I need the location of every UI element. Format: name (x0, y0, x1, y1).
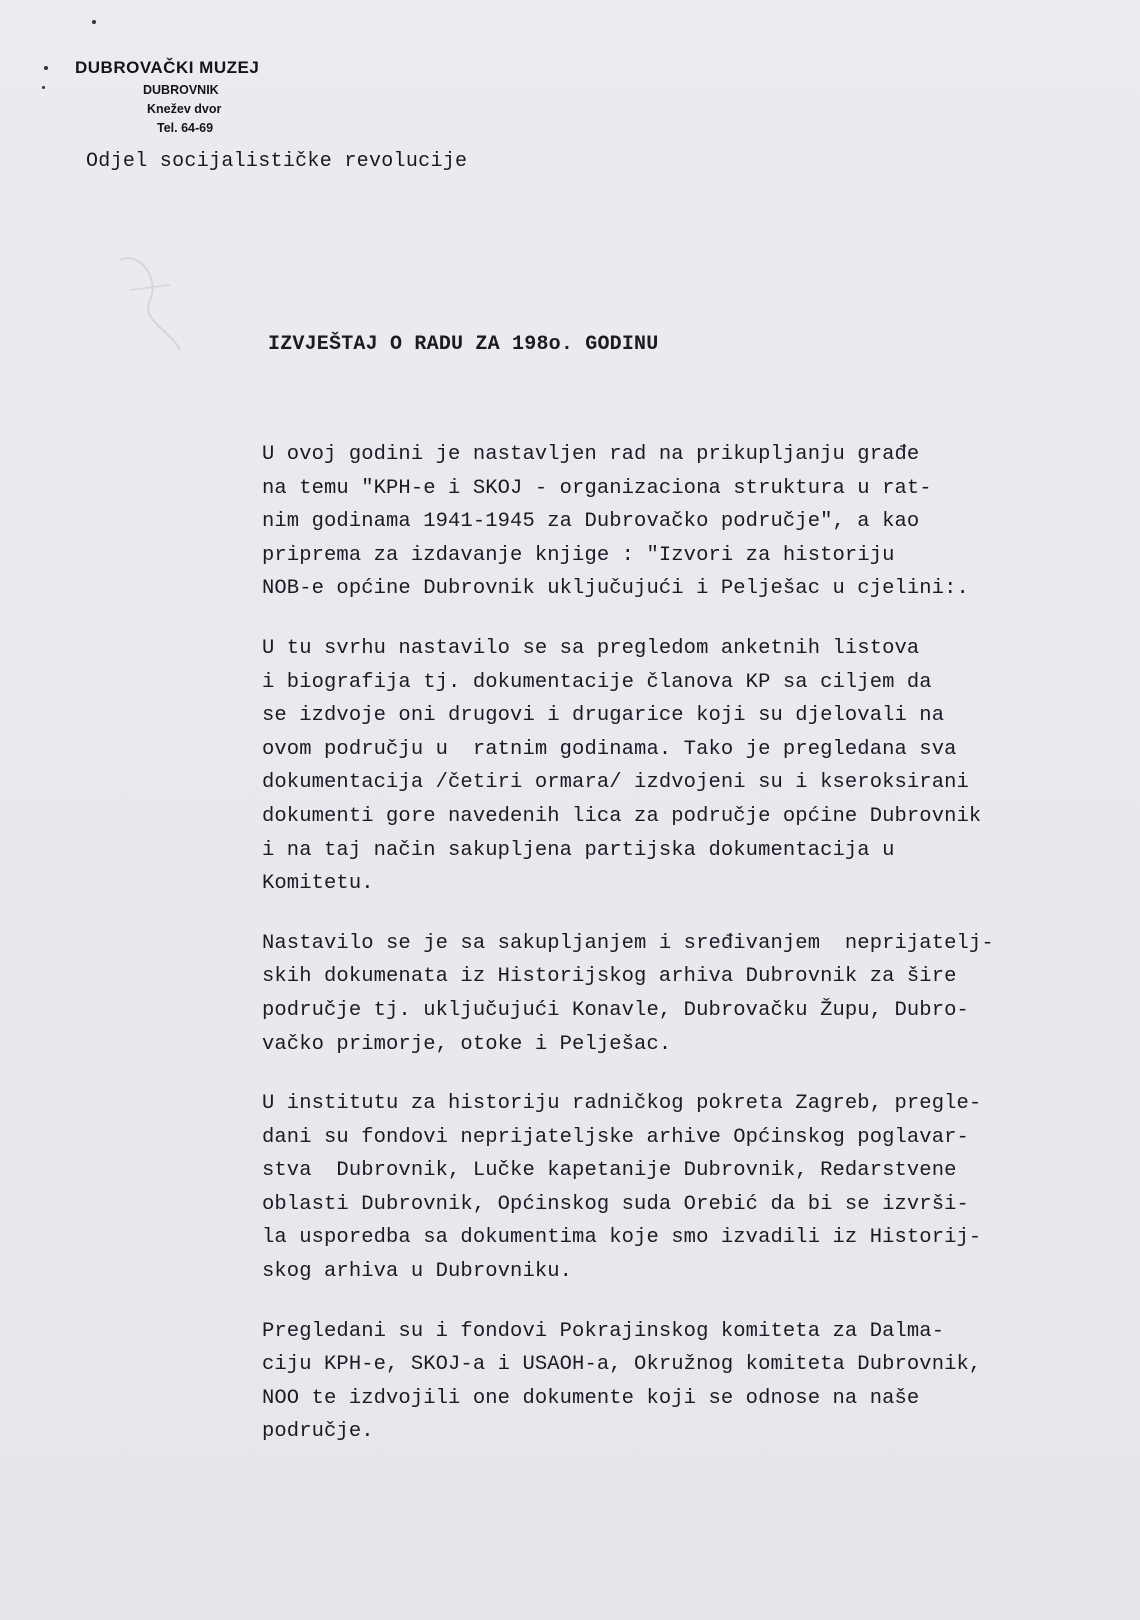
report-title: IZVJEŠTAJ O RADU ZA 198o. GODINU (268, 333, 659, 356)
text-line: i na taj način sakupljena partijska dokumentacija u (262, 838, 895, 862)
text-line: područje. (262, 1420, 374, 1444)
text-line: ovom području u ratnim godinama. Tako je pregledana sva (262, 737, 957, 761)
ink-dot (42, 86, 45, 89)
text-line: U tu svrhu nastavilo se sa pregledom anketnih listova (262, 636, 920, 660)
text-line: U ovoj godini je nastavljen rad na prikupljanju građe (262, 443, 920, 466)
institution-phone: Tel. 64-69 (157, 121, 214, 135)
report-body (262, 438, 1122, 1475)
text-line: i biografija tj. dokumentacije članova KP sa ciljem da (262, 670, 932, 694)
institution-name: DUBROVAČKI MUZEJ (75, 58, 260, 77)
text-line: nim godinama 1941-1945 za Dubrovačko područje", a kao (262, 510, 920, 534)
paragraph (262, 1315, 1122, 1449)
text-line: vačko primorje, otoke i Pelješac. (262, 1032, 672, 1056)
text-line: skih dokumenata iz Historijskog arhiva Dubrovnik za šire (262, 965, 957, 989)
text-line: dani su fondovi neprijateljske arhive Općinskog poglavar- (262, 1125, 969, 1149)
paragraph (262, 1087, 1122, 1289)
text-line: ciju KPH-e, SKOJ-a i USAOH-a, Okružnog komiteta Dubrovnik, (262, 1353, 982, 1377)
department-name: Odjel socijalističke revolucije (86, 150, 468, 173)
text-line: dokumentacija /četiri ormara/ izdvojeni su i kseroksirani (262, 771, 969, 795)
paragraph (262, 438, 1122, 606)
ink-dot (44, 66, 48, 70)
text-line: priprema za izdavanje knjige : "Izvori za historiju (262, 543, 895, 567)
text-line: stva Dubrovnik, Lučke kapetanije Dubrovnik, Redarstvene (262, 1159, 957, 1183)
institution-address: Knežev dvor (147, 102, 222, 116)
text-line: NOB-e općine Dubrovnik uključujući i Pelješac u cjelini:. (262, 577, 969, 601)
institution-city: DUBROVNIK (143, 83, 219, 97)
text-line: skog arhiva u Dubrovniku. (262, 1260, 573, 1284)
faint-stamp-mark (110, 240, 190, 360)
paragraph (262, 927, 1122, 1061)
text-line: Nastavilo se je sa sakupljanjem i sređivanjem neprijatelj- (262, 931, 994, 955)
text-line: Pregledani su i fondovi Pokrajinskog komiteta za Dalma- (262, 1319, 945, 1343)
text-line: na temu "KPH-e i SKOJ - organizaciona struktura u rat- (262, 476, 932, 500)
paragraph (262, 632, 1122, 901)
text-line: Komitetu. (262, 872, 374, 896)
text-line: NOO te izdvojili one dokumente koji se odnose na naše (262, 1386, 920, 1410)
text-line: U institutu za historiju radničkog pokreta Zagreb, pregle- (262, 1092, 982, 1116)
text-line: dokumenti gore navedenih lica za područje općine Dubrovnik (262, 804, 982, 828)
letterhead (75, 58, 259, 135)
text-line: oblasti Dubrovnik, Općinskog suda Orebić da bi se izvrši- (262, 1192, 969, 1216)
faint-watermark (130, 420, 190, 1520)
text-line: područje tj. uključujući Konavle, Dubrovačku Župu, Dubro- (262, 998, 969, 1022)
ink-dot (92, 20, 96, 24)
text-line: la usporedba sa dokumentima koje smo izvadili iz Historij- (262, 1226, 982, 1250)
text-line: se izdvoje oni drugovi i drugarice koji su djelovali na (262, 704, 945, 728)
